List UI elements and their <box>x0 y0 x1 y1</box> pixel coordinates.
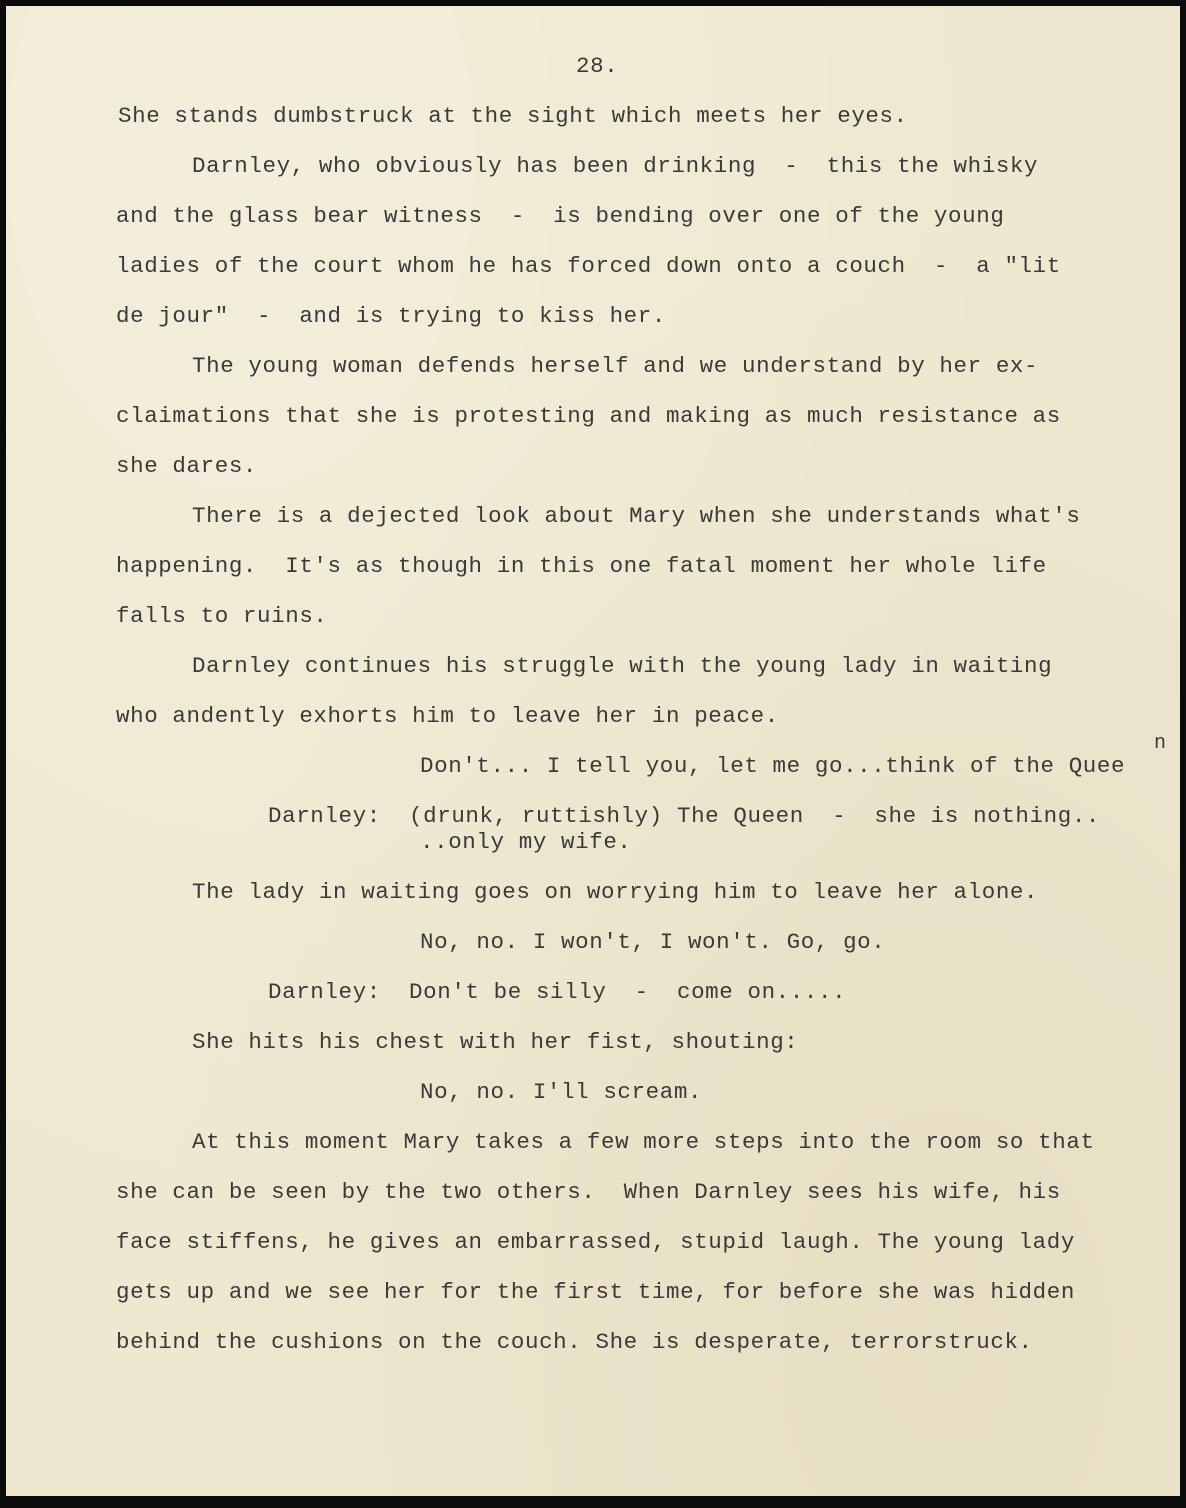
text-line: claimations that she is protesting and making as much resistance as <box>116 403 1061 429</box>
text-line: who andently exhorts him to leave her in peace. <box>116 703 779 729</box>
text-line: behind the cushions on the couch. She is desperate, terrorstruck. <box>116 1329 1033 1355</box>
text-line: Darnley, who obviously has been drinking - this the whisky <box>192 153 1039 179</box>
text-line: she can be seen by the two others. When Darnley sees his wife, his <box>116 1179 1061 1205</box>
text-line: There is a dejected look about Mary when she understands what's <box>192 503 1081 529</box>
text-line: ladies of the court whom he has forced down onto a couch - a "lit <box>116 253 1061 279</box>
text-line: gets up and we see her for the first time, for before she was hidden <box>116 1279 1075 1305</box>
dialogue-line: ..only my wife. <box>420 829 632 855</box>
dialogue-line: No, no. I'll scream. <box>420 1079 703 1105</box>
dialogue-line: Don't... I tell you, let me go...think of the Quee <box>420 753 1126 779</box>
text-line: The lady in waiting goes on worrying him to leave her alone. <box>192 879 1039 905</box>
text-line: de jour" - and is trying to kiss her. <box>116 303 666 329</box>
text-line: Darnley continues his struggle with the young lady in waiting <box>192 653 1053 679</box>
text-line: The young woman defends herself and we understand by her ex- <box>192 353 1039 379</box>
dialogue-line: No, no. I won't, I won't. Go, go. <box>420 929 886 955</box>
text-line: At this moment Mary takes a few more steps into the room so that <box>192 1129 1095 1155</box>
text-line: falls to ruins. <box>116 603 328 629</box>
page-number: 28. <box>576 53 619 79</box>
text-line: She hits his chest with her fist, shouting: <box>192 1029 799 1055</box>
text-line: happening. It's as though in this one fatal moment her whole life <box>116 553 1047 579</box>
typewritten-page <box>6 6 1180 1496</box>
text-line: She stands dumbstruck at the sight which meets her eyes. <box>118 103 908 129</box>
handwritten-correction: n <box>1154 732 1167 755</box>
dialogue-line: Darnley: (drunk, ruttishly) The Queen - she is nothing.. <box>268 803 1101 829</box>
text-line: and the glass bear witness - is bending over one of the young <box>116 203 1005 229</box>
text-line: she dares. <box>116 453 258 479</box>
text-line: face stiffens, he gives an embarrassed, stupid laugh. The young lady <box>116 1229 1075 1255</box>
dialogue-line: Darnley: Don't be silly - come on..... <box>268 979 847 1005</box>
